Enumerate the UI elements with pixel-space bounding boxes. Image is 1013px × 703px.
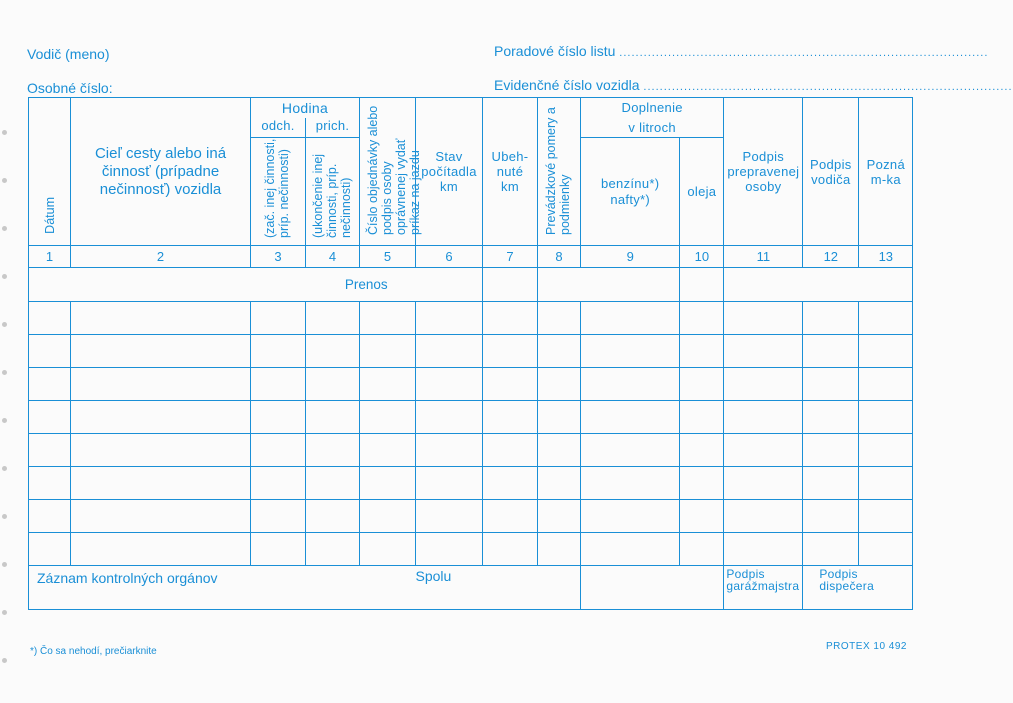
cell[interactable]	[306, 467, 360, 500]
cell[interactable]	[29, 368, 71, 401]
cell[interactable]	[724, 302, 803, 335]
column-number: 9	[581, 246, 680, 268]
col-fuel-header: benzínu*) nafty*)	[581, 138, 680, 246]
cell[interactable]	[724, 368, 803, 401]
carry-over-cell[interactable]	[538, 268, 680, 302]
cell[interactable]	[416, 434, 483, 467]
cell[interactable]	[581, 401, 680, 434]
cell[interactable]	[360, 302, 416, 335]
cell[interactable]	[859, 533, 913, 566]
cell[interactable]	[306, 335, 360, 368]
cell[interactable]	[724, 434, 803, 467]
cell[interactable]	[416, 302, 483, 335]
carry-over-oil-cell[interactable]	[680, 268, 724, 302]
cell[interactable]	[360, 533, 416, 566]
cell[interactable]	[483, 335, 538, 368]
cell[interactable]	[538, 302, 581, 335]
col-liters-header: v litroch	[581, 118, 724, 138]
cell[interactable]	[803, 500, 859, 533]
inspection-record-label: Záznam kontrolných orgánov	[29, 566, 416, 610]
logbook-table	[28, 97, 913, 610]
cell[interactable]	[581, 368, 680, 401]
cell[interactable]	[251, 533, 306, 566]
column-number: 10	[680, 246, 724, 268]
column-number: 11	[724, 246, 803, 268]
cell[interactable]	[306, 302, 360, 335]
dispatcher-signature[interactable]: Podpis dispečera	[803, 566, 913, 610]
cell[interactable]	[724, 533, 803, 566]
cell[interactable]	[581, 434, 680, 467]
cell[interactable]	[538, 467, 581, 500]
cell[interactable]	[724, 467, 803, 500]
cell[interactable]	[251, 401, 306, 434]
table-row	[29, 368, 913, 401]
cell[interactable]	[581, 335, 680, 368]
cell[interactable]	[803, 368, 859, 401]
col-departure-label: odch.	[251, 118, 306, 138]
driver-label: Vodič (meno)	[27, 46, 110, 62]
carry-over-row	[29, 268, 913, 302]
col-hour-header: Hodina	[251, 98, 360, 118]
cell[interactable]	[859, 500, 913, 533]
cell[interactable]	[538, 368, 581, 401]
cell[interactable]	[71, 533, 251, 566]
column-number: 6	[416, 246, 483, 268]
cell[interactable]	[680, 302, 724, 335]
cell[interactable]	[483, 533, 538, 566]
cell[interactable]	[581, 302, 680, 335]
cell[interactable]	[680, 401, 724, 434]
table-row	[29, 401, 913, 434]
personal-number-label: Osobné číslo:	[27, 80, 113, 96]
cell[interactable]	[251, 434, 306, 467]
cell[interactable]	[724, 335, 803, 368]
cell[interactable]	[29, 401, 71, 434]
footer-row	[29, 566, 913, 610]
cell[interactable]	[538, 335, 581, 368]
cell[interactable]	[416, 335, 483, 368]
cell[interactable]	[71, 335, 251, 368]
column-number: 5	[360, 246, 416, 268]
table-row	[29, 434, 913, 467]
col-destination-header: Cieľ cesty alebo iná činnosť (prípadne nečinnosť) vozidla	[71, 98, 251, 246]
cell[interactable]	[680, 467, 724, 500]
cell[interactable]	[803, 335, 859, 368]
cell[interactable]	[29, 500, 71, 533]
carry-over-km-cell[interactable]	[483, 268, 538, 302]
cell[interactable]	[360, 401, 416, 434]
vehicle-reg-field[interactable]: ...........................................................................................	[643, 81, 1013, 93]
carry-over-blank-right	[724, 268, 913, 302]
cell[interactable]	[306, 434, 360, 467]
cell[interactable]	[29, 533, 71, 566]
cell[interactable]	[416, 533, 483, 566]
carry-over-label: Prenos	[251, 268, 483, 302]
cell[interactable]	[360, 467, 416, 500]
column-number: 13	[859, 246, 913, 268]
cell[interactable]	[803, 401, 859, 434]
cell[interactable]	[416, 368, 483, 401]
cell[interactable]	[859, 335, 913, 368]
column-numbers-row	[29, 246, 913, 268]
cell[interactable]	[581, 500, 680, 533]
column-number: 7	[483, 246, 538, 268]
footnote: *) Čo sa nehodí, prečiarknite	[30, 646, 157, 657]
cell[interactable]	[483, 302, 538, 335]
cell[interactable]	[859, 368, 913, 401]
cell[interactable]	[306, 500, 360, 533]
sheet-number-field[interactable]: ...........................................................................................	[619, 47, 989, 59]
cell[interactable]	[29, 467, 71, 500]
cell[interactable]	[29, 302, 71, 335]
column-number: 8	[538, 246, 581, 268]
cell[interactable]	[251, 335, 306, 368]
cell[interactable]	[71, 467, 251, 500]
cell[interactable]	[416, 500, 483, 533]
cell[interactable]	[251, 302, 306, 335]
table-row	[29, 467, 913, 500]
cell[interactable]	[724, 500, 803, 533]
col-note-header: Poznám-ka	[859, 98, 913, 246]
cell[interactable]	[483, 434, 538, 467]
col-odometer-header: Stav počítadla km	[416, 98, 483, 246]
cell[interactable]	[360, 500, 416, 533]
cell[interactable]	[859, 434, 913, 467]
cell[interactable]	[306, 401, 360, 434]
cell[interactable]	[360, 335, 416, 368]
column-number: 2	[71, 246, 251, 268]
cell[interactable]	[680, 434, 724, 467]
cell[interactable]	[71, 434, 251, 467]
cell[interactable]	[360, 434, 416, 467]
col-end-note: (ukončenie inej činnosti, príp. nečinnosti)	[306, 138, 360, 246]
cell[interactable]	[724, 401, 803, 434]
vehicle-reg-label: Evidenčné číslo vozidla ...........................................................................................	[494, 77, 1013, 93]
cell[interactable]	[680, 335, 724, 368]
cell[interactable]	[71, 401, 251, 434]
column-number: 12	[803, 246, 859, 268]
column-number: 4	[306, 246, 360, 268]
col-start-note: (zač. inej činnosti, príp. nečinnosti)	[251, 138, 306, 246]
cell[interactable]	[680, 500, 724, 533]
cell[interactable]	[581, 533, 680, 566]
col-passenger-signature-header: Podpis prepravenej osoby	[724, 98, 803, 246]
col-refill-header: Doplnenie	[581, 98, 724, 118]
col-driver-signature-header: Podpis vodiča	[803, 98, 859, 246]
cell[interactable]	[803, 467, 859, 500]
sheet-number-label: Poradové číslo listu ...........................................................................................	[494, 43, 989, 59]
total-cell[interactable]	[581, 566, 724, 610]
col-km-header: Ubeh-nuté km	[483, 98, 538, 246]
cell[interactable]	[71, 302, 251, 335]
cell[interactable]	[680, 368, 724, 401]
cell[interactable]	[803, 434, 859, 467]
cell[interactable]	[581, 467, 680, 500]
publisher-code: PROTEX 10 492	[826, 641, 907, 652]
table-row	[29, 302, 913, 335]
cell[interactable]	[71, 368, 251, 401]
col-order-header: Číslo objednávky alebo podpis osoby oprávnenej vydať príkaz na jazdu	[360, 98, 416, 246]
col-date-header: Dátum	[29, 98, 71, 246]
cell[interactable]	[71, 500, 251, 533]
table-row	[29, 533, 913, 566]
carry-over-blank	[29, 268, 251, 302]
cell[interactable]	[483, 467, 538, 500]
column-number: 3	[251, 246, 306, 268]
col-conditions-header: Prevádzkové pomery a podmienky	[538, 98, 581, 246]
cell[interactable]	[483, 368, 538, 401]
cell[interactable]	[483, 500, 538, 533]
cell[interactable]	[360, 368, 416, 401]
cell[interactable]	[29, 434, 71, 467]
cell[interactable]	[416, 401, 483, 434]
cell[interactable]	[859, 467, 913, 500]
cell[interactable]	[538, 401, 581, 434]
cell[interactable]	[306, 533, 360, 566]
cell[interactable]	[29, 335, 71, 368]
cell[interactable]	[251, 368, 306, 401]
total-label: Spolu	[416, 566, 581, 610]
cell[interactable]	[483, 401, 538, 434]
col-oil-header: oleja	[680, 138, 724, 246]
cell[interactable]	[803, 533, 859, 566]
cell[interactable]	[680, 533, 724, 566]
cell[interactable]	[251, 500, 306, 533]
table-row	[29, 500, 913, 533]
garage-master-signature[interactable]: Podpis garážmajstra	[724, 566, 803, 610]
cell[interactable]	[859, 401, 913, 434]
cell[interactable]	[859, 302, 913, 335]
cell[interactable]	[538, 434, 581, 467]
cell[interactable]	[538, 500, 581, 533]
cell[interactable]	[538, 533, 581, 566]
column-number: 1	[29, 246, 71, 268]
cell[interactable]	[416, 467, 483, 500]
cell[interactable]	[251, 467, 306, 500]
cell[interactable]	[803, 302, 859, 335]
cell[interactable]	[306, 368, 360, 401]
table-row	[29, 335, 913, 368]
col-arrival-label: prich.	[306, 118, 360, 138]
